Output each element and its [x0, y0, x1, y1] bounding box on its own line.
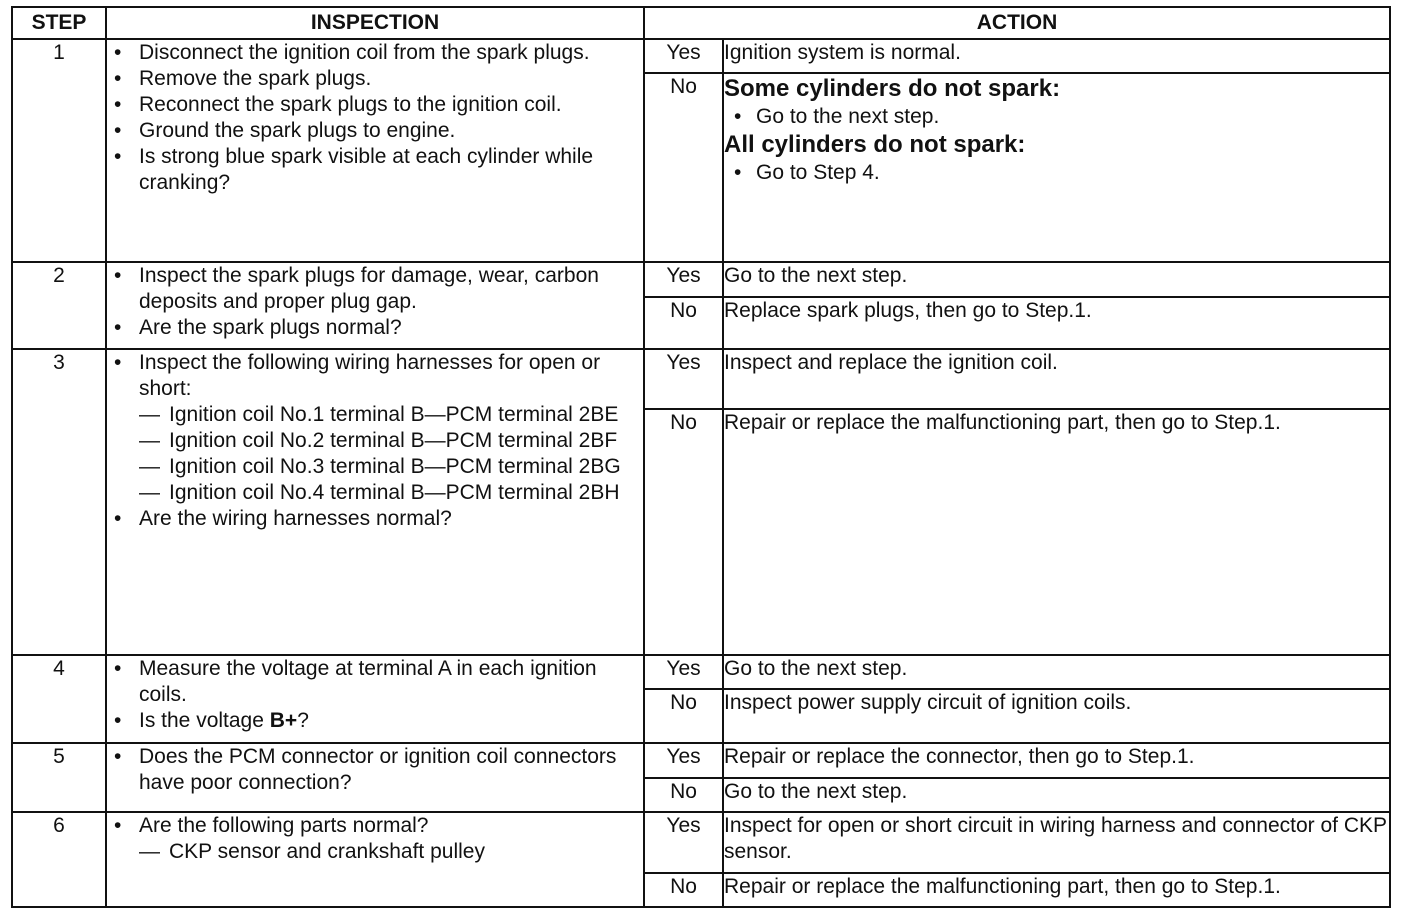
inspection-item [107, 813, 643, 865]
action-item: • Go to the next step. [724, 104, 1389, 130]
inspection-intro: • Inspect the following wiring harnesses for open or short: [139, 350, 601, 400]
step-number: 3 [12, 349, 106, 655]
inspection-item: • Are the wiring harnesses normal? [107, 506, 643, 532]
no-label: No [644, 297, 723, 349]
yes-label: Yes [644, 743, 723, 778]
no-action: Replace spark plugs, then go to Step.1. [723, 297, 1390, 349]
no-action [723, 73, 1390, 262]
no-label: No [644, 778, 723, 812]
step-number: 5 [12, 743, 106, 812]
inspection-cell [106, 349, 644, 655]
inspection-item: • Is strong blue spark visible at each cylinder while cranking? [107, 144, 643, 196]
yes-label: Yes [644, 655, 723, 689]
table-row [12, 743, 1390, 778]
yes-action: Ignition system is normal. [723, 39, 1390, 73]
no-action: Inspect power supply circuit of ignition coils. [723, 689, 1390, 743]
question-mark: ? [297, 708, 309, 732]
inspection-cell [106, 39, 644, 262]
harness-item: — Ignition coil No.4 terminal B—PCM terminal 2BH [139, 480, 643, 506]
yes-label: Yes [644, 39, 723, 73]
yes-action: Inspect for open or short circuit in wiring harness and connector of CKP sensor. [723, 812, 1390, 872]
table-row [12, 655, 1390, 689]
action-heading: Some cylinders do not spark: [724, 75, 1061, 103]
part-item: — CKP sensor and crankshaft pulley [139, 839, 643, 865]
voltage-question: Is the voltage [139, 708, 270, 732]
diagnostic-table [11, 6, 1391, 908]
harness-item: — Ignition coil No.3 terminal B—PCM terminal 2BG [139, 454, 643, 480]
header-action: ACTION [644, 7, 1390, 39]
inspection-cell [106, 262, 644, 348]
table-row [12, 349, 1390, 409]
table-row [12, 39, 1390, 73]
inspection-intro: • Are the following parts normal? [139, 814, 429, 838]
table-row [12, 812, 1390, 872]
no-label: No [644, 73, 723, 262]
inspection-item [107, 708, 643, 734]
voltage-value: B+ [269, 708, 298, 732]
inspection-item: • Are the spark plugs normal? [107, 315, 643, 341]
yes-action: Inspect and replace the ignition coil. [723, 349, 1390, 409]
yes-label: Yes [644, 349, 723, 409]
inspection-item: • Ground the spark plugs to engine. [107, 118, 643, 144]
inspection-item: • Does the PCM connector or ignition coil connectors have poor connection? [107, 744, 643, 796]
inspection-item: • Inspect the spark plugs for damage, wear, carbon deposits and proper plug gap. [107, 263, 643, 315]
header-inspection: INSPECTION [106, 7, 644, 39]
inspection-item: • Disconnect the ignition coil from the spark plugs. [107, 40, 643, 66]
harness-item: — Ignition coil No.2 terminal B—PCM terminal 2BF [139, 428, 643, 454]
harness-item: — Ignition coil No.1 terminal B—PCM terminal 2BE [139, 402, 643, 428]
yes-label: Yes [644, 262, 723, 296]
inspection-cell [106, 743, 644, 812]
no-action: Go to the next step. [723, 778, 1390, 812]
no-label: No [644, 689, 723, 743]
header-row [12, 7, 1390, 39]
yes-label: Yes [644, 812, 723, 872]
inspection-item: • Reconnect the spark plugs to the ignition coil. [107, 92, 643, 118]
step-number: 4 [12, 655, 106, 743]
no-label: No [644, 873, 723, 907]
inspection-cell [106, 812, 644, 907]
yes-action: Repair or replace the connector, then go to Step.1. [723, 743, 1390, 778]
step-number: 6 [12, 812, 106, 907]
inspection-item [107, 350, 643, 506]
no-action: Repair or replace the malfunctioning part, then go to Step.1. [723, 873, 1390, 907]
step-number: 2 [12, 262, 106, 348]
step-number: 1 [12, 39, 106, 262]
no-action: Repair or replace the malfunctioning part, then go to Step.1. [723, 409, 1390, 654]
table-row [12, 262, 1390, 296]
inspection-cell [106, 655, 644, 743]
inspection-item: • Remove the spark plugs. [107, 66, 643, 92]
yes-action: Go to the next step. [723, 262, 1390, 296]
inspection-item: • Measure the voltage at terminal A in each ignition coils. [107, 656, 643, 708]
yes-action: Go to the next step. [723, 655, 1390, 689]
action-item: • Go to Step 4. [724, 160, 1389, 186]
no-label: No [644, 409, 723, 654]
header-step: STEP [12, 7, 106, 39]
action-heading: All cylinders do not spark: [724, 131, 1026, 159]
